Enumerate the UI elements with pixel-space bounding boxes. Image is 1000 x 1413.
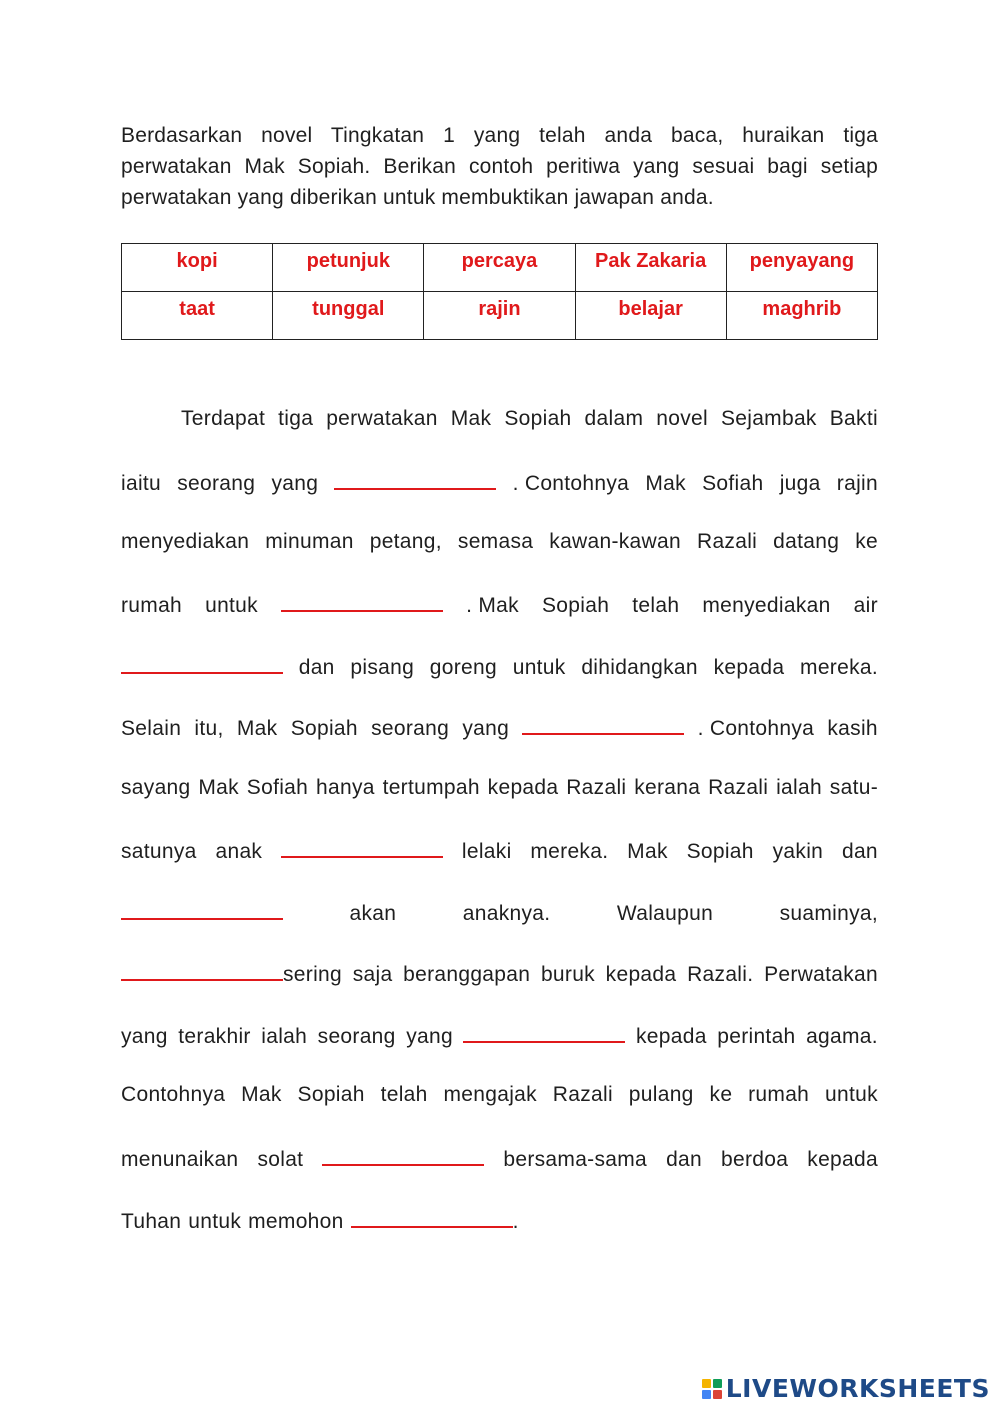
- passage-word: . Mak: [466, 594, 519, 617]
- passage-word: Bakti: [829, 407, 878, 430]
- passage-word: novel: [656, 407, 708, 430]
- passage-line: [121, 711, 878, 741]
- word-bank-row: [122, 292, 878, 340]
- passage-word: Perwatakan: [764, 963, 878, 986]
- passage-line: [121, 1142, 878, 1172]
- passage-line: [121, 650, 878, 680]
- passage-word: yang: [406, 1025, 453, 1048]
- passage-word: Mak: [450, 407, 492, 430]
- passage-word: kawan-kawan: [549, 530, 681, 553]
- liveworksheets-logo: [702, 1374, 990, 1403]
- passage-word: Sopiah: [542, 594, 610, 617]
- instructions-text: Berdasarkan novel Tingkatan 1 yang telah anda baca, huraikan tiga perwatakan Mak Sopiah. Berikan contoh peritiwa yang sesuai bagi setiap perwatakan yang diberikan untuk membuktikan jawapan anda.: [121, 124, 878, 209]
- answer-9-blank[interactable]: [322, 1142, 484, 1166]
- answer-8-blank[interactable]: [463, 1019, 625, 1043]
- passage-word: ialah: [776, 776, 822, 799]
- passage-word: Tuhan: [121, 1210, 182, 1233]
- passage-word: mereka.: [530, 840, 609, 863]
- logo-brand-text: LIVEWORKSHEETS: [725, 1374, 990, 1403]
- logo-square: [713, 1379, 722, 1388]
- passage-word: yang: [271, 472, 319, 495]
- passage-word: petang,: [369, 530, 442, 553]
- passage-word: ialah: [261, 1025, 308, 1048]
- passage-word: berdoa: [721, 1148, 789, 1171]
- passage-word: Contohnya: [121, 1083, 226, 1106]
- passage-word: tertumpah: [382, 776, 480, 799]
- passage-word: dan: [298, 656, 335, 679]
- answer-3-blank[interactable]: [121, 650, 283, 674]
- blank-word-group: [121, 957, 342, 990]
- passage-word: Mak: [645, 472, 686, 495]
- passage-word: seorang: [177, 472, 256, 495]
- logo-square: [713, 1390, 722, 1399]
- passage-word: menyediakan: [121, 530, 250, 553]
- passage-word: kerana: [634, 776, 701, 799]
- passage-word: memohon: [248, 1210, 344, 1233]
- passage-word: kepada: [636, 1025, 707, 1048]
- answer-5-blank[interactable]: [281, 834, 443, 858]
- passage-word: Razali: [708, 776, 769, 799]
- passage-word: tiga: [278, 407, 314, 430]
- passage-word: Razali: [552, 1083, 613, 1106]
- passage-word: menunaikan: [121, 1148, 239, 1171]
- word-bank-row: [122, 244, 878, 292]
- passage-word: untuk: [512, 656, 566, 679]
- passage-line: [121, 957, 878, 987]
- passage-word: untuk: [825, 1083, 878, 1106]
- passage-line: [121, 1204, 878, 1234]
- passage-word: Selain: [121, 717, 182, 740]
- passage-word: agama.: [806, 1025, 878, 1048]
- word-bank-cell: kopi: [122, 244, 273, 292]
- passage-word: yang: [462, 717, 510, 740]
- passage-word: Sejambak: [720, 407, 817, 430]
- passage-word: solat: [257, 1148, 304, 1171]
- passage-word: rajin: [836, 472, 878, 495]
- word-bank-cell: Pak Zakaria: [575, 244, 726, 292]
- passage-word: kasih: [827, 717, 878, 740]
- passage-line: [121, 773, 878, 803]
- passage-word: anak: [215, 840, 263, 863]
- word-bank-cell: belajar: [575, 292, 726, 340]
- passage-word: suaminya,: [779, 902, 878, 925]
- passage-word: seorang: [317, 1025, 396, 1048]
- word-bank-cell: maghrib: [726, 292, 877, 340]
- passage-word: juga: [779, 472, 821, 495]
- answer-1-blank[interactable]: [334, 466, 496, 490]
- word-bank-table: [121, 243, 878, 340]
- passage-word: Sofiah: [702, 472, 764, 495]
- passage-word: .: [512, 1210, 519, 1233]
- passage-line: [121, 1019, 878, 1049]
- word-bank-cell: rajin: [424, 292, 575, 340]
- passage-word: perwatakan: [326, 407, 438, 430]
- passage-line: [121, 527, 878, 557]
- passage-word: satunya: [121, 840, 197, 863]
- passage-word: pulang: [628, 1083, 694, 1106]
- passage-word: Walaupun: [616, 902, 714, 925]
- passage-word: Sopiah: [290, 717, 358, 740]
- passage-word: . Contohnya: [512, 472, 630, 495]
- passage-word: sering: [283, 963, 342, 986]
- passage-word: untuk: [205, 594, 258, 617]
- passage-word: dihidangkan: [581, 656, 698, 679]
- passage-word: rumah: [748, 1083, 810, 1106]
- passage-word: ke: [709, 1083, 733, 1106]
- passage-word: yakin: [772, 840, 824, 863]
- passage-word: Mak: [627, 840, 668, 863]
- passage-word: terakhir: [178, 1025, 251, 1048]
- passage-word: dalam: [584, 407, 644, 430]
- passage-line: [121, 588, 878, 618]
- passage-word: air: [853, 594, 878, 617]
- passage-word: menyediakan: [702, 594, 831, 617]
- passage-word: kepada: [807, 1148, 878, 1171]
- passage-word: Sopiah: [504, 407, 572, 430]
- passage-word: bersama-sama: [503, 1148, 648, 1171]
- passage-word: goreng: [429, 656, 497, 679]
- passage-word: . Contohnya: [697, 717, 815, 740]
- logo-icon: [702, 1379, 722, 1399]
- passage-word: kepada: [605, 963, 677, 986]
- word-bank-cell: petunjuk: [273, 244, 424, 292]
- passage-word: Terdapat: [181, 407, 266, 430]
- answer-6-blank[interactable]: [121, 896, 283, 920]
- passage-word: akan: [349, 902, 397, 925]
- passage-word: beranggapan: [403, 963, 531, 986]
- passage-word: semasa: [457, 530, 534, 553]
- passage-word: iaitu: [121, 472, 162, 495]
- passage-word: Mak: [241, 1083, 282, 1106]
- passage-line: [121, 896, 878, 926]
- passage-line: [121, 404, 878, 434]
- passage-word: Mak: [198, 776, 239, 799]
- passage-word: Razali: [696, 530, 758, 553]
- passage-word: ke: [855, 530, 878, 553]
- passage-word: Sofiah: [246, 776, 309, 799]
- passage-word: minuman: [265, 530, 354, 553]
- passage-word: satu-: [829, 776, 878, 799]
- passage-word: Mak: [236, 717, 278, 740]
- passage-word: mereka.: [800, 656, 878, 679]
- answer-7-blank[interactable]: [121, 957, 283, 981]
- passage-word: rumah: [121, 594, 183, 617]
- passage-word: pisang: [350, 656, 415, 679]
- logo-square: [702, 1390, 711, 1399]
- passage-word: Sopiah: [297, 1083, 365, 1106]
- answer-4-blank[interactable]: [522, 711, 684, 735]
- passage-word: itu,: [194, 717, 224, 740]
- passage-line: [121, 466, 878, 496]
- word-bank-cell: percaya: [424, 244, 575, 292]
- passage-word: Sopiah: [686, 840, 754, 863]
- word-bank-cell: penyayang: [726, 244, 877, 292]
- passage-word: untuk: [188, 1210, 242, 1233]
- word-bank-cell: taat: [122, 292, 273, 340]
- passage-word: seorang: [371, 717, 450, 740]
- passage-word: saja: [352, 963, 393, 986]
- passage-word: perintah: [717, 1025, 796, 1048]
- passage-word: datang: [773, 530, 840, 553]
- passage-word: Razali: [566, 776, 627, 799]
- passage-word: anaknya.: [462, 902, 551, 925]
- answer-10-blank[interactable]: [351, 1204, 513, 1228]
- passage-word: sayang: [121, 776, 191, 799]
- passage-word: mengajak: [443, 1083, 537, 1106]
- passage-word: dan: [666, 1148, 703, 1171]
- passage-word: kepada: [713, 656, 785, 679]
- passage-word: yang: [121, 1025, 168, 1048]
- passage-word: telah: [380, 1083, 428, 1106]
- word-bank-cell: tunggal: [273, 292, 424, 340]
- passage-word: Razali.: [687, 963, 754, 986]
- passage-word: dan: [841, 840, 878, 863]
- passage-line: [121, 1080, 878, 1110]
- answer-2-blank[interactable]: [281, 588, 443, 612]
- logo-square: [702, 1379, 711, 1388]
- passage-word: kepada: [487, 776, 559, 799]
- passage-word: telah: [632, 594, 680, 617]
- passage-line: [121, 834, 878, 864]
- passage-word: hanya: [316, 776, 375, 799]
- passage-word: lelaki: [461, 840, 512, 863]
- passage-word: buruk: [540, 963, 595, 986]
